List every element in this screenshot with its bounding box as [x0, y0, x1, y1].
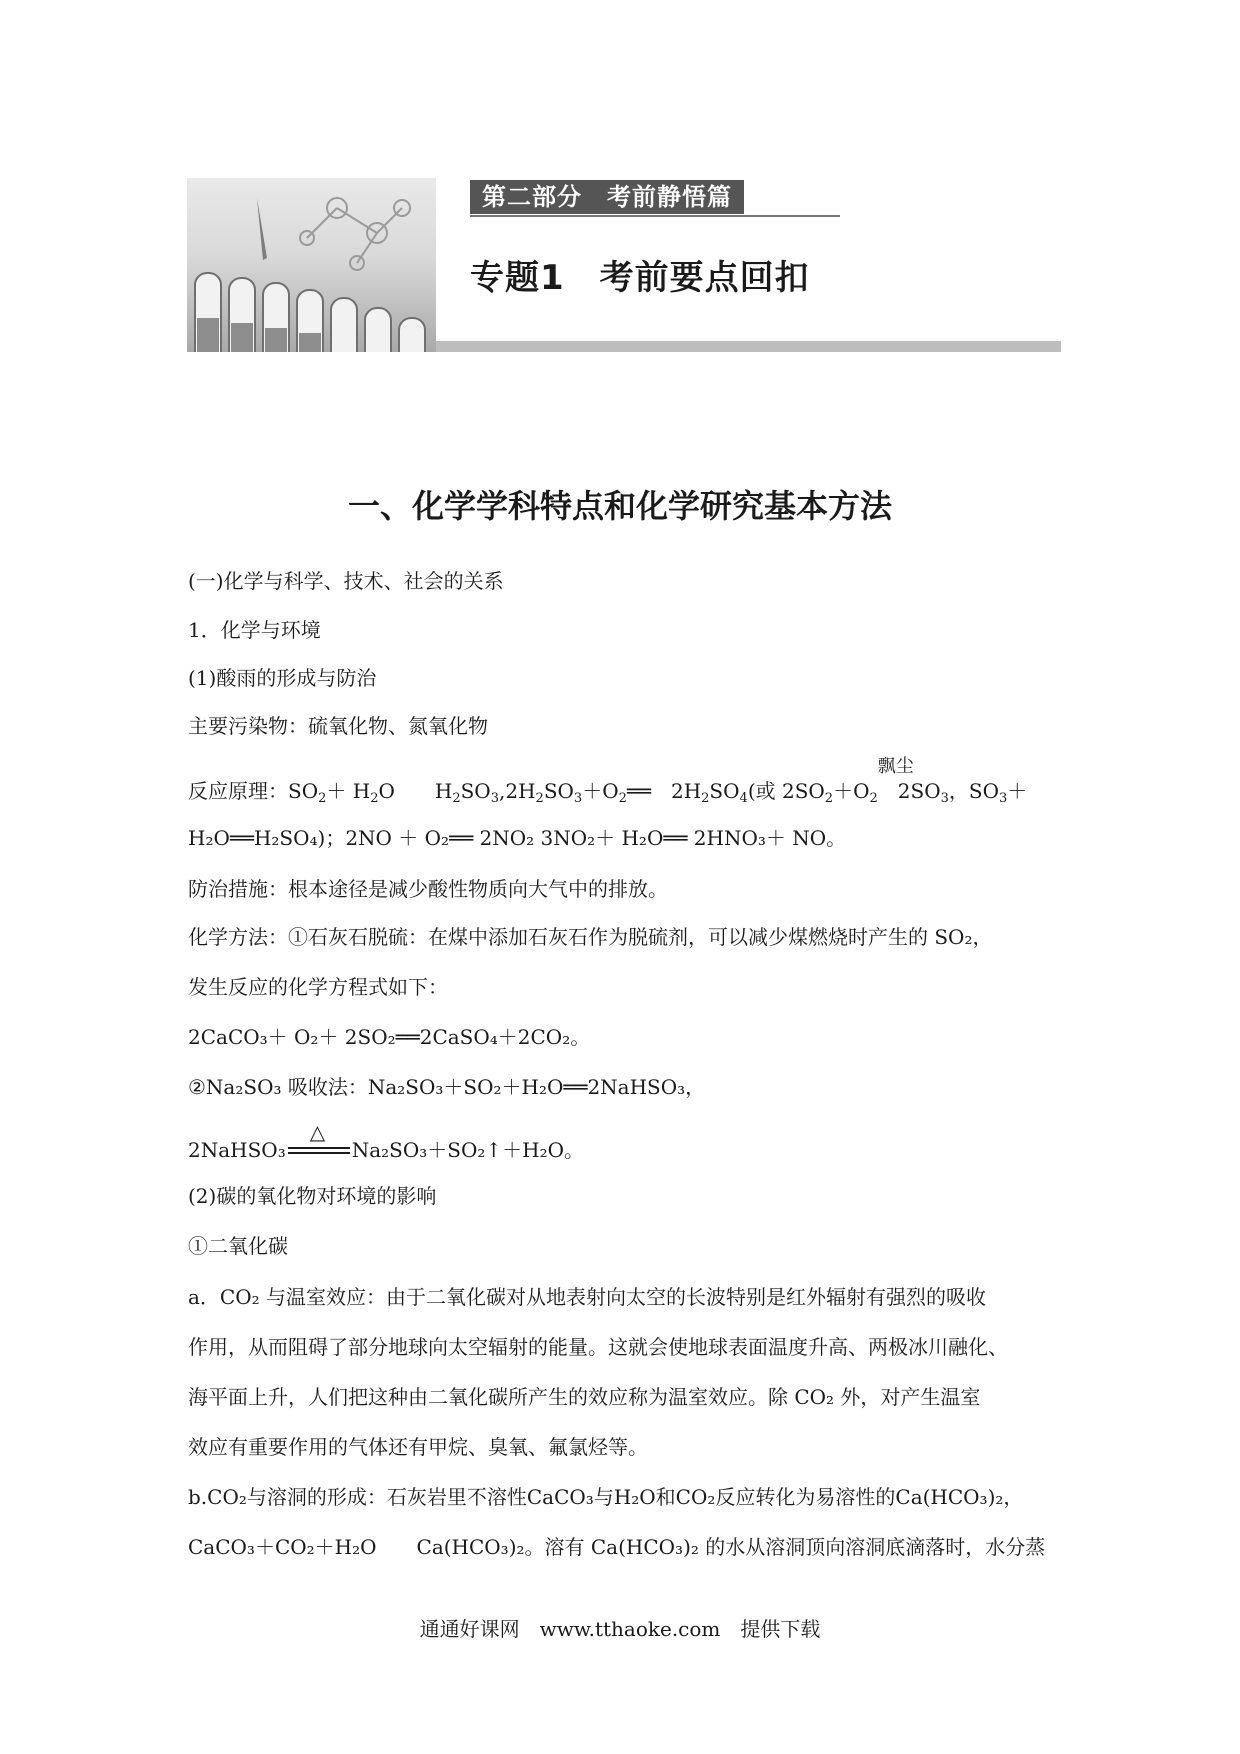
- section-title: 一、化学学科特点和化学研究基本方法: [347, 487, 892, 525]
- text-line: a．CO₂ 与温室效应：由于二氧化碳对从地表射向太空的长波特别是红外辐射有强烈的吸收: [188, 1285, 986, 1309]
- part-divider: [470, 215, 840, 217]
- text-line: ①二氧化碳: [188, 1234, 288, 1258]
- subsection-heading: (一)化学与科学、技术、社会的关系: [188, 569, 504, 593]
- text-line: 作用，从而阻碍了部分地球向太空辐射的能量。这就会使地球表面温度升高、两极冰川融化、: [188, 1335, 1008, 1359]
- text-line: H₂O══H₂SO₄)；2NO ＋ O₂══ 2NO₂ 3NO₂＋ H₂O══ 2HNO₃＋ NO。: [188, 826, 847, 850]
- heat-arrow: △: [288, 1139, 350, 1159]
- item-heading: 1．化学与环境: [188, 618, 321, 642]
- sub-item-heading: (2)碳的氧化物对环境的影响: [188, 1184, 437, 1208]
- equation-line: 2NaHSO₃ △ Na₂SO₃＋SO₂↑＋H₂O。: [188, 1120, 585, 1162]
- text-line: ②Na₂SO₃ 吸收法：Na₂SO₃＋SO₂＋H₂O══2NaHSO₃，: [188, 1075, 706, 1099]
- text-line: CaCO₃＋CO₂＋H₂O Ca(HCO₃)₂。溶有 Ca(HCO₃)₂ 的水从溶洞顶向溶洞底滴落时，水分蒸: [188, 1535, 1046, 1559]
- reaction-principle-line: 反应原理：$SO_2+ H_2O$ $H_2SO_3,2H_2SO_3+O_2══$ $2H_2SO_4$(或 $2SO_2+O_2$ 飘尘 $2SO_3$，$SO_3+$: [188, 756, 1028, 806]
- text-line: 发生反应的化学方程式如下：: [188, 975, 448, 999]
- banner-lab-photo: [187, 178, 436, 352]
- text-line: 效应有重要作用的气体还有甲烷、臭氧、氟氯烃等。: [188, 1435, 648, 1459]
- text-line: 化学方法：①石灰石脱硫：在煤中添加石灰石作为脱硫剂，可以减少煤燃烧时产生的 SO₂，: [188, 925, 993, 949]
- text-line: b.CO₂与溶洞的形成：石灰岩里不溶性CaCO₃与H₂O和CO₂反应转化为易溶性的Ca(HCO₃)₂，: [188, 1485, 1024, 1509]
- text-line: 海平面上升，人们把这种由二氧化碳所产生的效应称为温室效应。除 CO₂ 外，对产生温室: [188, 1385, 981, 1409]
- sub-item-heading: (1)酸雨的形成与防治: [188, 666, 377, 690]
- text-line: 主要污染物：硫氧化物、氮氧化物: [188, 714, 488, 738]
- footer-watermark: 通通好课网 www.tthaoke.com 提供下载: [419, 1617, 821, 1641]
- equation-line: 2CaCO₃＋ O₂＋ 2SO₂══2CaSO₄＋2CO₂。: [188, 1025, 591, 1049]
- test-tubes-illustration: [187, 178, 436, 352]
- part-label: 第二部分 考前静悟篇: [470, 180, 744, 214]
- topic-underline-bar: [436, 341, 1061, 352]
- text-line: 防治措施：根本途径是减少酸性物质向大气中的排放。: [188, 877, 668, 901]
- topic-title: 专题1 考前要点回扣: [470, 258, 810, 298]
